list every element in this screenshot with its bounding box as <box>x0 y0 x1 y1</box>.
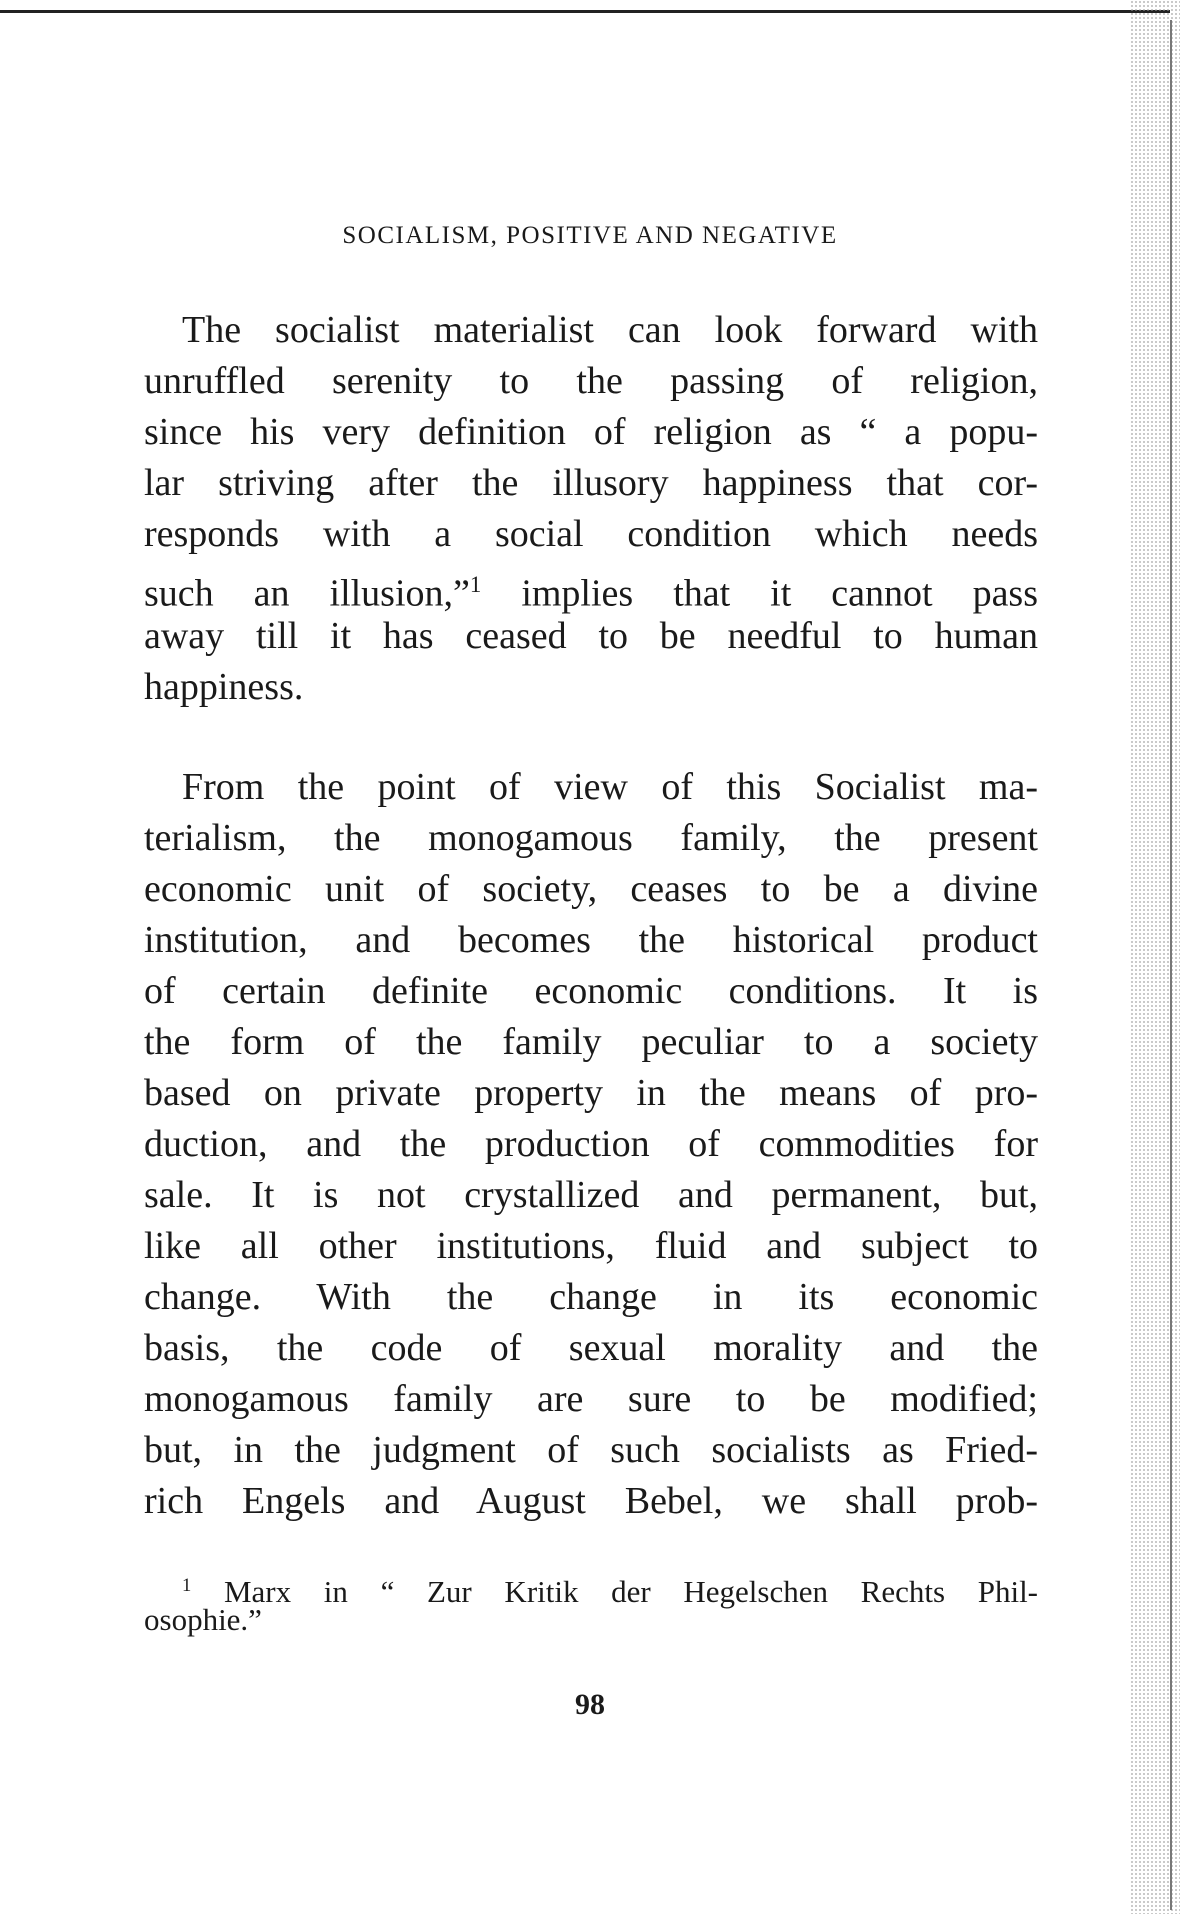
footnote-text: Marx in “ Zur Kritik der Hegelschen Rechts Phil- <box>223 1574 1039 1610</box>
text-line: terialism, the monogamous family, the present <box>144 817 1038 859</box>
text-line: like all other institutions, fluid and subject to <box>144 1225 1038 1267</box>
text-line: lar striving after the illusory happiness that cor- <box>144 462 1038 504</box>
footnote-line <box>144 1570 1038 1608</box>
text-line: duction, and the production of commodities for <box>144 1123 1038 1165</box>
text-line: of certain definite economic conditions. It is <box>144 970 1038 1012</box>
text-line: but, in the judgment of such socialists as Fried- <box>144 1429 1038 1471</box>
text-segment: implies that it cannot pass <box>521 572 1039 615</box>
text-line: unruffled serenity to the passing of religion, <box>144 360 1038 402</box>
text-line: the form of the family peculiar to a society <box>144 1021 1038 1063</box>
text-segment: such an illusion,” <box>144 572 470 615</box>
footnote-line: osophie.” <box>144 1602 262 1637</box>
text-line: based on private property in the means of pro- <box>144 1072 1038 1114</box>
page-number: 98 <box>575 1688 605 1721</box>
text-line: rich Engels and August Bebel, we shall prob- <box>144 1480 1038 1522</box>
page-top-rule <box>0 10 1170 13</box>
running-head: SOCIALISM, POSITIVE AND NEGATIVE <box>342 222 838 249</box>
text-line: basis, the code of sexual morality and the <box>144 1327 1038 1369</box>
text-line: since his very definition of religion as “ a popu- <box>144 411 1038 453</box>
footnote-marker: 1 <box>182 1575 192 1596</box>
text-line: monogamous family are sure to be modified; <box>144 1378 1038 1420</box>
text-line: The socialist materialist can look forward with <box>182 309 1038 351</box>
text-line: responds with a social condition which needs <box>144 513 1038 555</box>
text-line: happiness. <box>144 666 304 708</box>
text-line: sale. It is not crystallized and permanent, but, <box>144 1174 1038 1216</box>
footnote-ref: 1 <box>469 572 482 597</box>
text-line: away till it has ceased to be needful to human <box>144 615 1038 657</box>
text-line: institution, and becomes the historical product <box>144 919 1038 961</box>
page-edge-shadow <box>1130 0 1180 1914</box>
text-line: economic unit of society, ceases to be a divine <box>144 868 1038 910</box>
text-line <box>144 560 1038 619</box>
page-edge-line <box>1170 20 1172 1910</box>
text-line: From the point of view of this Socialist ma- <box>182 766 1038 808</box>
text-line: change. With the change in its economic <box>144 1276 1038 1318</box>
